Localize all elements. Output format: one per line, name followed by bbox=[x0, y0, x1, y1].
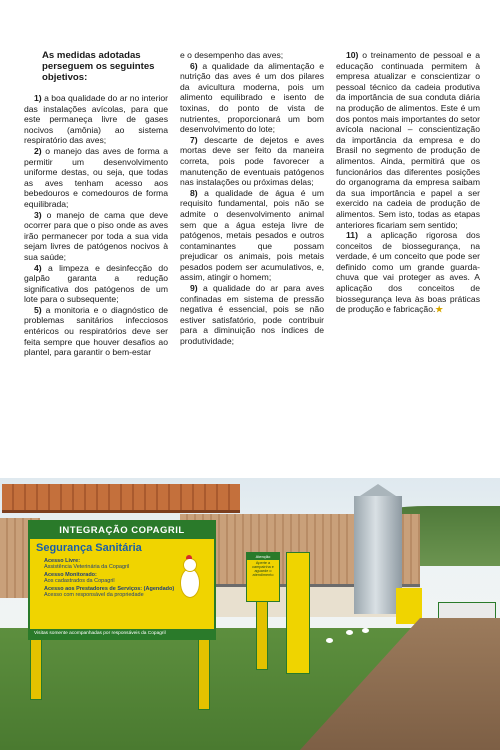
yellow-post bbox=[396, 588, 422, 624]
sign-title: Segurança Sanitária bbox=[36, 542, 142, 554]
small-sign-post bbox=[256, 598, 268, 670]
item-number: 2) bbox=[34, 145, 42, 156]
white-stone bbox=[346, 630, 353, 635]
sign-row-label: Acesso aos Prestadores de Serviços: (Agendado) bbox=[44, 586, 175, 592]
item-text: descarte de dejetos e aves mortas deve ser feito da maneira correta, pois pode favorecer a manutenção de eventuais patógenos nas instalações ou próximas delas; bbox=[180, 134, 324, 188]
item-number: 6) bbox=[190, 60, 198, 71]
item-number: 10) bbox=[346, 50, 359, 60]
doorbell-sign bbox=[246, 552, 280, 602]
item-text: o manejo de cama que deve ocorrer para que o piso onde as aves irão permanecer por toda a sua vida sejam livres de patógenos nocivos à sua saúde; bbox=[24, 209, 168, 262]
sanitary-sign bbox=[28, 520, 216, 640]
text-column-3 bbox=[336, 50, 480, 432]
list-item-11 bbox=[336, 230, 480, 315]
item-number: 3) bbox=[34, 209, 42, 220]
list-item-8 bbox=[180, 188, 324, 283]
item-number: 11) bbox=[346, 230, 358, 241]
farm-photo bbox=[0, 478, 500, 750]
doorbell-sign-header: Atenção bbox=[247, 553, 279, 560]
end-mark-icon: ★ bbox=[435, 304, 444, 315]
sign-footer: Visitas somente acompanhadas por responsáveis da Copagril bbox=[30, 629, 214, 638]
item-number: 7) bbox=[190, 134, 198, 145]
item-text: a monitoria e o diagnóstico de problemas sanitários infecciosos entéricos ou respiratórios deve ser feita sempre que houver desafios ao plantel, para garantir o bem-estar bbox=[24, 304, 168, 358]
item-text: o manejo das aves de forma a permitir um desenvolvimento uniforme destas, ou seja, que todas as aves tenham acesso aos bebedouros e comedouros de forma equilibrada; bbox=[24, 145, 168, 209]
white-stone bbox=[326, 638, 333, 643]
item-text: a boa qualidade do ar no interior das instalações avícolas, para que este permaneça livre de gases nocivos (amônia) ao sistema respiratório das aves; bbox=[24, 93, 168, 146]
list-item-1 bbox=[24, 93, 168, 146]
sign-row-detail: Assistência Veterinária da Copagril bbox=[44, 564, 130, 570]
continued-text: e o desempenho das aves; bbox=[180, 50, 284, 60]
yellow-pillar bbox=[286, 552, 310, 674]
list-item-4 bbox=[24, 263, 168, 305]
item-number: 8) bbox=[190, 187, 198, 198]
sign-row-label: Acesso Monitorado: bbox=[44, 572, 97, 578]
list-item-10 bbox=[336, 50, 480, 230]
silo bbox=[354, 496, 402, 614]
sign-row-detail: Acesso com responsável da propriedade bbox=[44, 592, 144, 598]
list-item-3 bbox=[24, 210, 168, 263]
item-number: 4) bbox=[34, 262, 42, 273]
item-text: a qualidade de água é um requisito fundamental, pois não se admite o desenvolvimento animal sem que a água esteja livre de patógenos, metais pesados e outros contaminantes que possam prejudicar os animais, pois metais pesados podem ser acumulativos, e, assim, atingir o homem; bbox=[180, 187, 324, 283]
item-text: o treinamento de pessoal e a educação continuada permitem à empresa atualizar e conscientizar o pessoal técnico da cadeia produtiva da importância de sua conduta diária na produção de alimentos. Este é um dos pontos mais importantes do setor avícola nacional – conscientização da importância da empresa e do Brasil no segmento de produção de alimentos. Ainda, permitirá que os funcionários das diferentes posições do organograma da empresa saibam da sua importância e papel a ser exercido na cadeia de produção de alimentos. Sem isto, todas as etapas anteriores ficariam sem sentido; bbox=[336, 50, 480, 230]
sign-row-label: Acesso Livre: bbox=[44, 558, 81, 564]
item-number: 1) bbox=[34, 93, 42, 103]
list-item-7 bbox=[180, 135, 324, 188]
item-text: a limpeza e desinfecção do galpão garanta a redução significativa dos patógenos de um lote para o subsequente; bbox=[24, 262, 168, 305]
chicken-mascot-icon bbox=[174, 558, 204, 608]
doorbell-sign-text: Aperte a campainha e aguarde o atendimento bbox=[252, 561, 274, 577]
sign-post-right bbox=[198, 628, 210, 710]
text-column-2 bbox=[180, 50, 324, 432]
item-text: a qualidade da alimentação e nutrição das aves é um dos pilares da avicultura moderna, pois um alimento equilibrado e isento de toxinas, do ponto de vista de nutrientes, proporcionará um bom desenvolvimento do lote; bbox=[180, 60, 324, 135]
section-heading: As medidas adotadas perseguem os seguintes objetivos: bbox=[42, 50, 155, 83]
item-number: 5) bbox=[34, 304, 42, 315]
sign-roof bbox=[2, 484, 240, 513]
sign-header: INTEGRAÇÃO COPAGRIL bbox=[30, 522, 214, 539]
item-number: 9) bbox=[190, 283, 198, 294]
sign-row-detail: Aos cadastrados da Copagril bbox=[44, 578, 115, 584]
white-stone bbox=[362, 628, 369, 633]
list-item-2 bbox=[24, 146, 168, 210]
article-body bbox=[24, 50, 480, 432]
list-item-9 bbox=[180, 283, 324, 347]
list-item-5 bbox=[24, 305, 168, 358]
item-text: a qualidade do ar para aves confinadas em sistema de pressão negativa é essencial, pois se não estiver satisfatório, pode contribuir para a diminuição nos índices de produtividade; bbox=[180, 283, 324, 347]
list-item-6 bbox=[180, 61, 324, 135]
text-column-1 bbox=[24, 50, 168, 432]
item-text: a aplicação rigorosa dos conceitos de biossegurança, na verdade, é um conceito que pode ser definido como um grande guarda-chuva que vai proteger as aves. A aplicação dos conceitos de biossegurança leva às boas práticas de produção e fabricação. bbox=[336, 230, 480, 315]
